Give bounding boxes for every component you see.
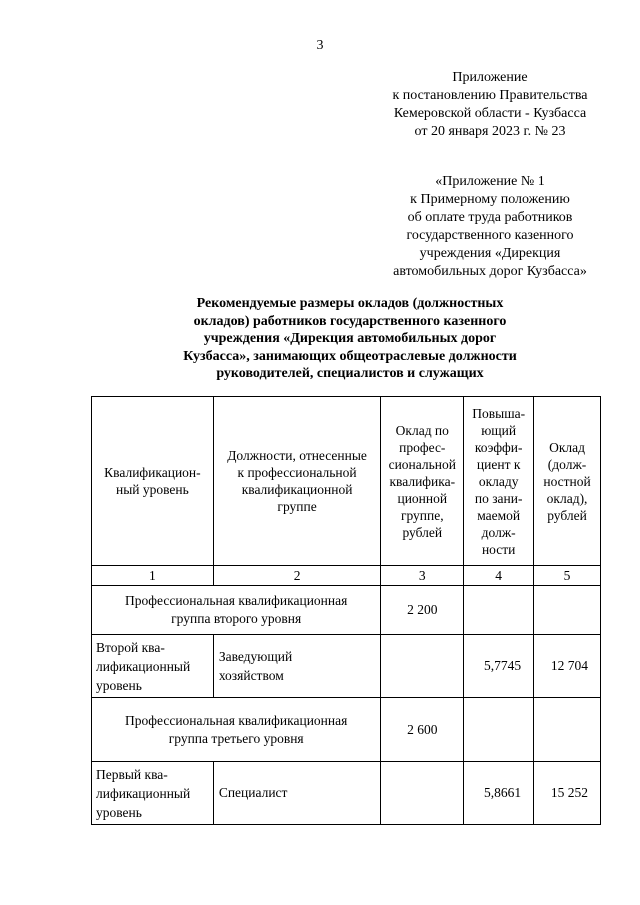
title-line: Кузбасса», занимающих общеотраслевые должности xyxy=(183,348,517,364)
appendix-header-line: от 20 января 2023 г. № 23 xyxy=(414,124,566,139)
qualification-level: Второй ква- лификационный уровень xyxy=(92,635,214,698)
header-positions: Должности, отнесенные к профессиональной квалификационной группе xyxy=(213,397,381,566)
group-base-salary: 2 600 xyxy=(381,698,464,762)
column-number: 4 xyxy=(464,566,534,586)
title-line: Рекомендуемые размеры окладов (должностных xyxy=(196,296,504,311)
qualification-level: Первый ква- лификационный уровень xyxy=(92,762,214,825)
column-number: 5 xyxy=(534,566,601,586)
appendix-ref-line: «Приложение № 1 xyxy=(435,174,545,189)
page-number: 3 xyxy=(316,38,324,53)
title-line: учреждения «Дирекция автомобильных дорог xyxy=(203,331,497,346)
header-salary: Оклад (долж- ностной оклад), рублей xyxy=(534,397,601,566)
column-number: 3 xyxy=(381,566,464,586)
appendix-reference xyxy=(370,173,610,281)
column-number: 1 xyxy=(92,566,214,586)
group-row xyxy=(92,586,601,635)
table-header-row xyxy=(92,397,601,566)
appendix-ref-line: автомобильных дорог Кузбасса» xyxy=(393,264,587,279)
header-qualification-level: Квалификацион- ный уровень xyxy=(92,397,214,566)
header-coefficient: Повыша- ющий коэффи- циент к окладу по зани- маемой долж- ности xyxy=(464,397,534,566)
appendix-header-line: Приложение xyxy=(452,70,528,85)
appendix-header-line: к постановлению Правительства xyxy=(392,88,588,103)
column-number-row xyxy=(92,566,601,586)
group-title: Профессиональная квалификационная группа второго уровня xyxy=(92,586,381,635)
salary-table xyxy=(91,396,601,825)
empty-cell xyxy=(381,635,464,698)
empty-cell xyxy=(464,698,534,762)
title-line: руководителей, специалистов и служащих xyxy=(216,366,484,381)
empty-cell xyxy=(534,586,601,635)
group-title: Профессиональная квалификационная группа третьего уровня xyxy=(92,698,381,762)
appendix-header xyxy=(370,69,610,141)
coefficient: 5,8661 xyxy=(464,762,534,825)
header-group-salary: Оклад по профес- сиональной квалифика- ционной группе, рублей xyxy=(381,397,464,566)
group-base-salary: 2 200 xyxy=(381,586,464,635)
position-name: Специалист xyxy=(213,762,381,825)
coefficient: 5,7745 xyxy=(464,635,534,698)
appendix-ref-line: учреждения «Дирекция xyxy=(419,246,561,261)
appendix-header-line: Кемеровской области - Кузбасса xyxy=(393,106,587,121)
appendix-ref-line: об оплате труда работников xyxy=(407,210,573,225)
document-title xyxy=(150,295,550,383)
empty-cell xyxy=(464,586,534,635)
empty-cell xyxy=(534,698,601,762)
salary: 15 252 xyxy=(534,762,601,825)
table-row xyxy=(92,635,601,698)
appendix-ref-line: к Примерному положению xyxy=(410,192,570,207)
title-line: окладов) работников государственного казенного xyxy=(193,313,507,329)
column-number: 2 xyxy=(213,566,381,586)
appendix-ref-line: государственного казенного xyxy=(406,228,574,243)
group-row xyxy=(92,698,601,762)
empty-cell xyxy=(381,762,464,825)
table-row xyxy=(92,762,601,825)
salary: 12 704 xyxy=(534,635,601,698)
position-name: Заведующий хозяйством xyxy=(213,635,381,698)
